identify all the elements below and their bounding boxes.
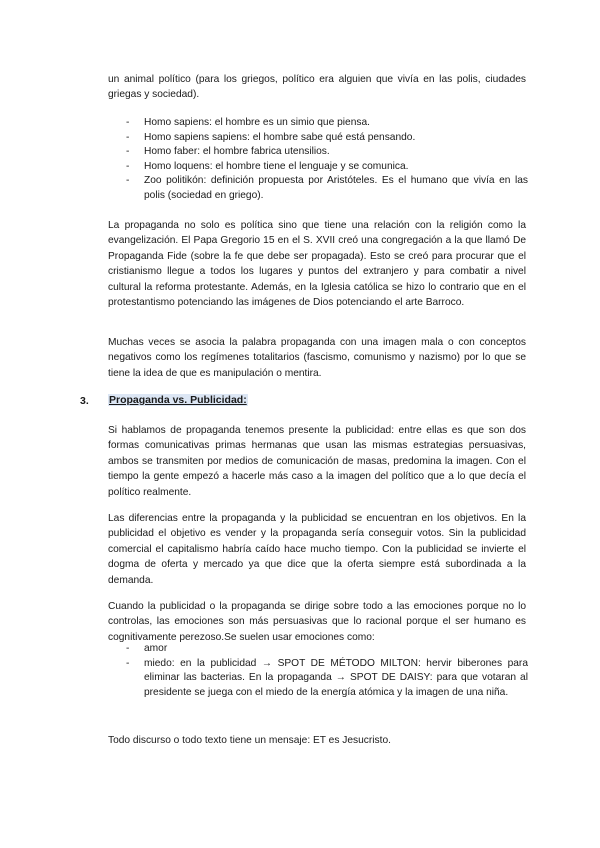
list-item: - amor [108, 642, 528, 657]
paragraph-emociones: Cuando la publicidad o la propaganda se dirige sobre todo a las emociones porque no lo controlas, las emociones son más persuasivas que lo racional porque el ser humano es cognitivamente perezoso.Se suelen usar emociones como: [108, 601, 526, 643]
emotions-list [108, 642, 528, 700]
paragraph-religion: La propaganda no solo es política sino que tiene una relación con la religión como la evangelización. El Papa Gregorio 15 en el S. XVII creó una congregación a la que llamó De Propaganda Fide (sobre la fe que debe ser propagada). Esto se creó para procurar que el cristianismo llegue a todos los lugares y puntos del extranjero y para combatir a nivel cultural la reforma protestante. Además, en la Iglesia católica se hizo lo contrario que en el protestantismo potenciando las imágenes de Dios potenciando el arte Barroco. [108, 220, 526, 309]
list-item: - Homo sapiens sapiens: el hombre sabe qué está pensando. [108, 131, 528, 146]
bullet-dash: - [126, 160, 130, 172]
list-item: - miedo: en la publicidad → SPOT DE MÉTODO MILTON: hervir biberones para eliminar las bacterias. En la propaganda → SPOT DE DAISY: para que votaran al presidente se juega con el miedo de la energía atómica y la imagen de una niña. [126, 657, 528, 698]
list-item: - Zoo politikón: definición propuesta por Aristóteles. Es el humano que vivía en las polis (sociedad en griego). [126, 175, 528, 201]
section-number: 3. [80, 395, 89, 407]
paragraph-diferencias: Las diferencias entre la propaganda y la publicidad se encuentran en los objetivos. En la publicidad el objetivo es vender y la propaganda sería conseguir votos. Sin la publicidad comercial el capitalismo habría caído hace mucho tiempo. Con la publicidad se invierte el dogma de oferta y mercado ya que dice que la oferta siempre está subordinada a la demanda. [108, 513, 526, 586]
bullet-dash: - [126, 146, 130, 158]
paragraph-publicidad: Si hablamos de propaganda tenemos presente la publicidad: entre ellas es que son dos formas comunicativas primas hermanas que usan las mismas estrategias persuasivas, ambos se transmiten por medios de comunicación de masas, predomina la imagen. Con el tiempo la gente empezó a hacerle más caso a la imagen del político que a lo que decía el político realmente. [108, 425, 526, 498]
bullet-dash: - [126, 643, 130, 654]
list-item: - Homo sapiens: el hombre es un simio que piensa. [108, 116, 528, 131]
list-item: - Homo faber: el hombre fabrica utensilios. [108, 145, 528, 160]
closing-line: Todo discurso o todo texto tiene un mensaje: ET es Jesucristo. [108, 735, 391, 746]
list-item: - Homo loquens: el hombre tiene el lenguaje y se comunica. [108, 160, 528, 175]
bullet-dash: - [126, 117, 130, 128]
section-title: Propaganda vs. Publicidad: [109, 394, 247, 406]
bullet-dash: - [126, 131, 130, 143]
bullet-dash: - [126, 657, 130, 669]
homo-list [108, 116, 528, 204]
paragraph-negative: Muchas veces se asocia la palabra propaganda con una imagen mala o con conceptos negativos como los regímenes totalitarios (fascismo, comunismo y nazismo) por lo que se tiene la idea de que es manipulación o mentira. [108, 337, 526, 379]
bullet-dash: - [126, 175, 130, 187]
intro-paragraph: un animal político (para los griegos, político era alguien que vivía en las polis, ciudades griegas y sociedad). [108, 74, 526, 101]
